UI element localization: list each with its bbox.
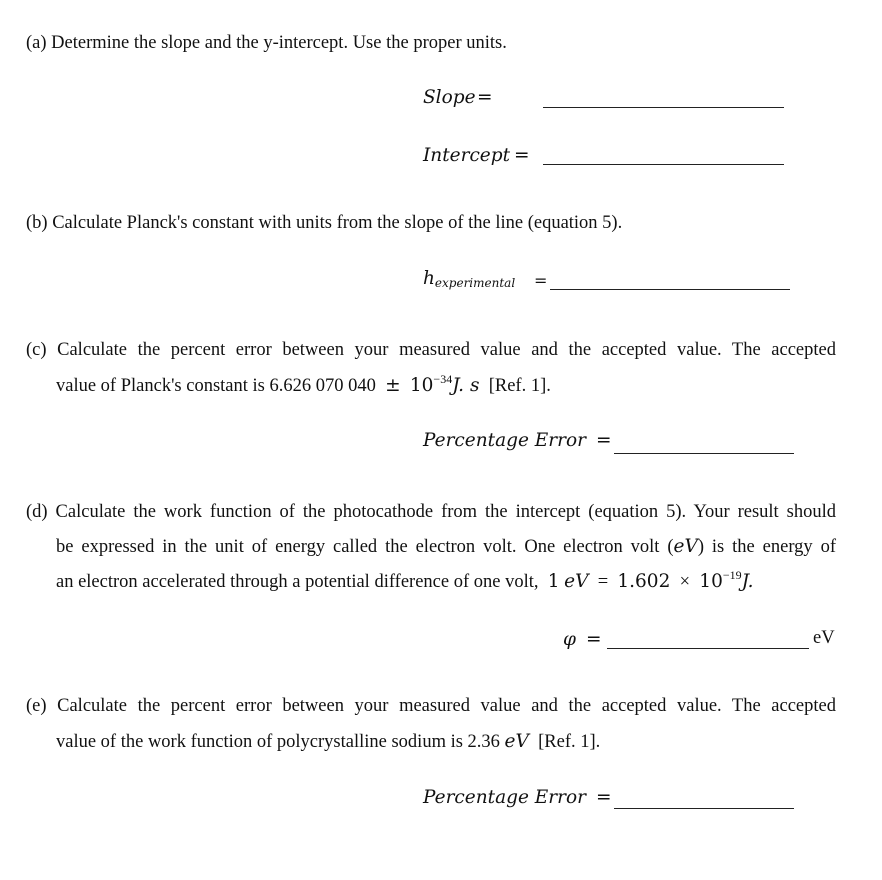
part-b-prompt: (b) Calculate Planck's constant with units from the slope of the line (equation 5). [26, 213, 623, 233]
work-function-blank[interactable] [607, 648, 809, 649]
planck-equals: = [534, 271, 548, 290]
part-d-line-3: an electron accelerated through a potential difference of one volt, 1 eV = $1.602 \times 10^{-19}J$. [56, 568, 754, 592]
part-d-line-2: be expressed in the unit of energy called the electron volt. One electron volt (eV) is the energy of [56, 536, 836, 557]
part-e-line-1: (e) Calculate the percent error between your measured value and the accepted value. The accepted [26, 696, 836, 716]
intercept-equals: = [514, 145, 530, 166]
phi-equals: = [586, 629, 602, 650]
work-function-unit: eV [813, 628, 835, 648]
part-c-error-blank[interactable] [614, 453, 794, 454]
part-e-equals: = [596, 787, 612, 808]
part-c-line-1: (c) Calculate the percent error between your measured value and the accepted value. The accepted [26, 340, 836, 360]
slope-label: Slope [423, 87, 476, 108]
planck-answer-blank[interactable] [550, 289, 790, 290]
planck-symbol: $h_{experimental}$ [423, 268, 516, 290]
slope-answer-blank[interactable] [543, 107, 784, 108]
part-d-line-1: (d) Calculate the work function of the photocathode from the intercept (equation 5). Your result should [26, 502, 836, 522]
part-e-line-2: value of the work function of polycrystalline sodium is 2.36 eV [Ref. 1]. [56, 731, 601, 752]
part-a-prompt: (a) Determine the slope and the y-intercept. Use the proper units. [26, 33, 507, 53]
part-c-error-label: Percentage Error [423, 430, 586, 451]
part-c-equals: = [596, 430, 612, 451]
slope-equals: = [477, 87, 493, 108]
part-e-error-label: Percentage Error [423, 787, 586, 808]
intercept-label: Intercept [423, 145, 511, 166]
phi-symbol: φ [563, 629, 576, 650]
intercept-answer-blank[interactable] [543, 164, 784, 165]
part-e-error-blank[interactable] [614, 808, 794, 809]
part-c-line-2: value of Planck's constant is 6.626 070 $040 \pm 10^{-34}J$. s [Ref. 1]. [56, 372, 551, 396]
